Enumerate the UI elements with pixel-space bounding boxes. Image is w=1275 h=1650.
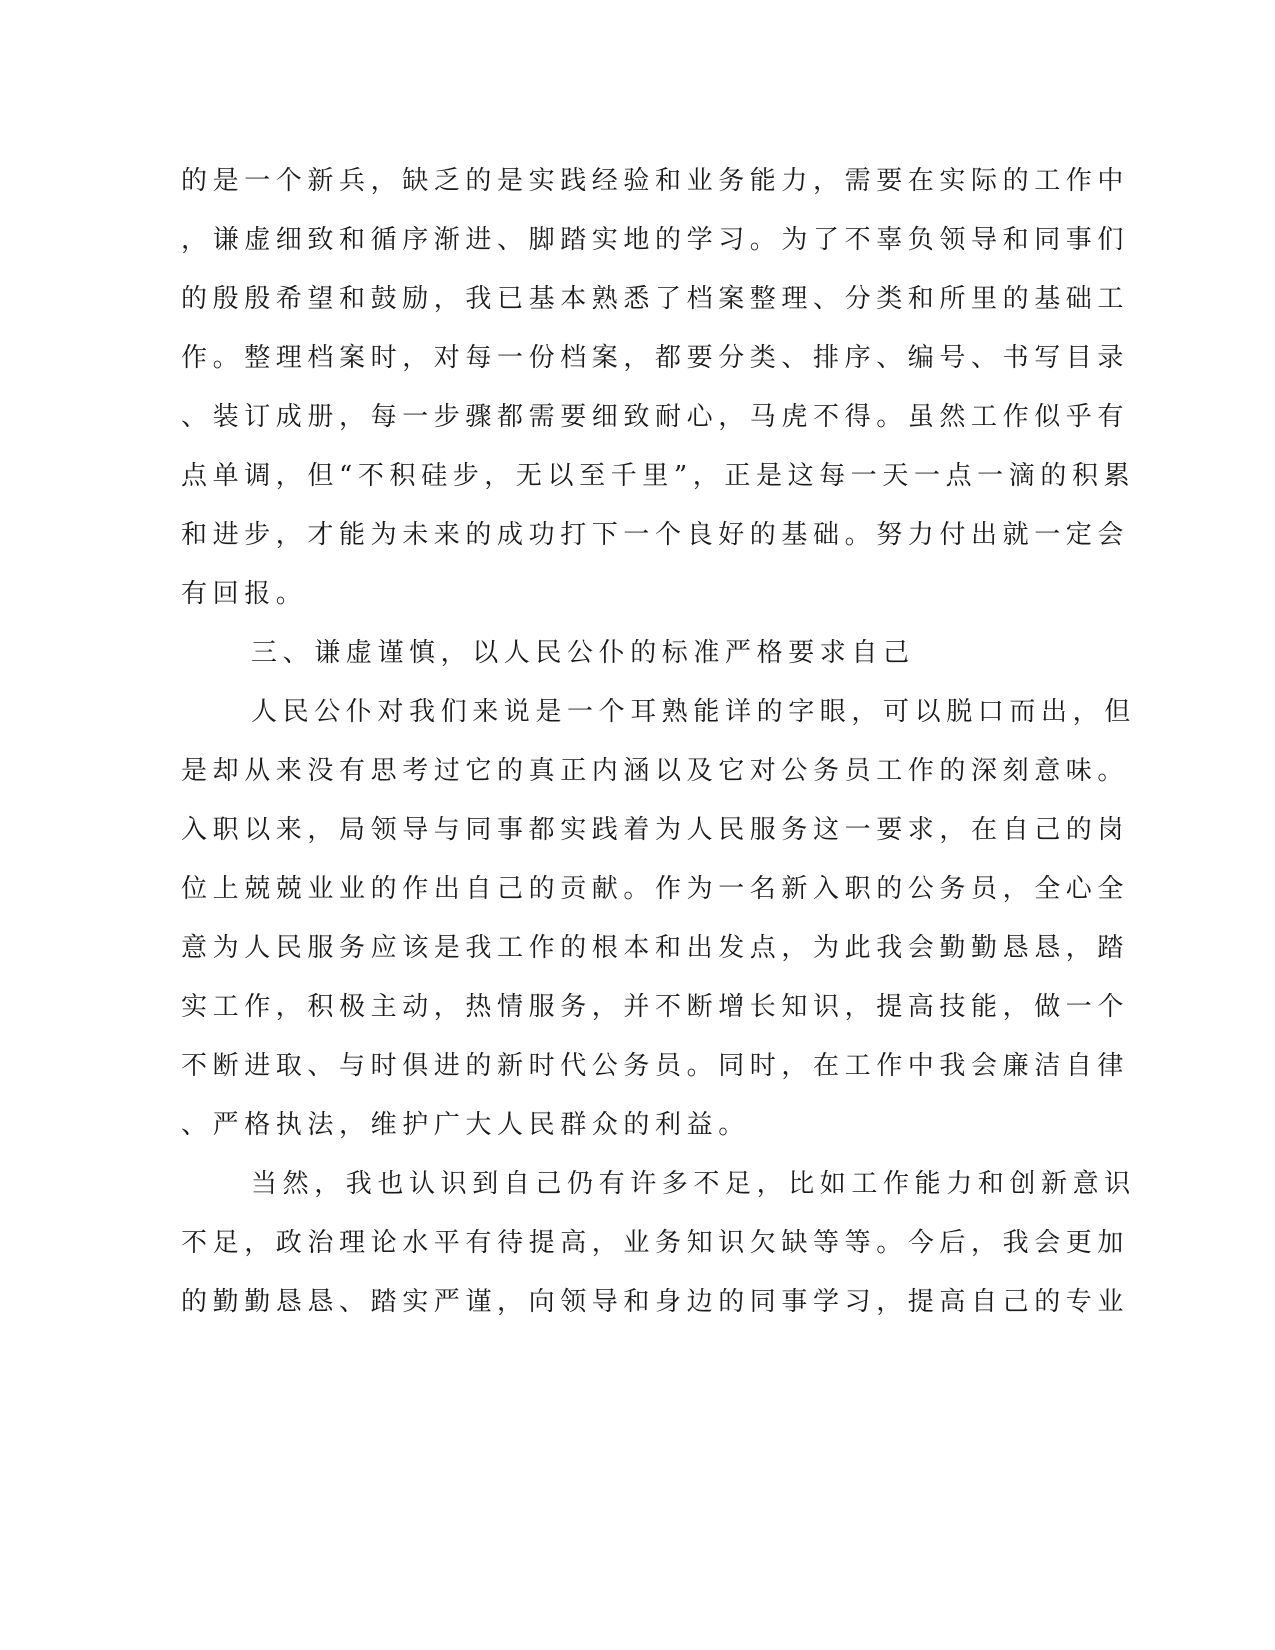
- body-text-line: 位上兢兢业业的作出自己的贡献。作为一名新入职的公务员，全心全: [181, 874, 1130, 904]
- paragraph-first-line: 人民公仆对我们来说是一个耳熟能详的字眼，可以脱口而出，但: [251, 697, 1136, 727]
- body-text-line: 意为人民服务应该是我工作的根本和出发点，为此我会勤勤恳恳，踏: [181, 933, 1130, 963]
- body-text-line: 点单调，但“不积硅步，无以至千里”，正是这每一天一点一滴的积累: [181, 461, 1136, 491]
- section-heading: 三、谦虚谨慎，以人民公仆的标准严格要求自己: [251, 638, 915, 668]
- body-text-line: 实工作，积极主动，热情服务，并不断增长知识，提高技能，做一个: [181, 992, 1130, 1022]
- body-text-line: 和进步，才能为未来的成功打下一个良好的基础。努力付出就一定会: [181, 520, 1130, 550]
- body-text-line: 、严格执法，维护广大人民群众的利益。: [181, 1110, 750, 1140]
- body-text-line: 的勤勤恳恳、踏实严谨，向领导和身边的同事学习，提高自己的专业: [181, 1287, 1130, 1317]
- body-text-line: 是却从来没有思考过它的真正内涵以及它对公务员工作的深刻意味。: [181, 756, 1130, 786]
- body-text-line: 作。整理档案时，对每一份档案，都要分类、排序、编号、书写目录: [181, 343, 1130, 373]
- body-text-line: 不断进取、与时俱进的新时代公务员。同时，在工作中我会廉洁自律: [181, 1051, 1130, 1081]
- body-text-line: 的殷殷希望和鼓励，我已基本熟悉了档案整理、分类和所里的基础工: [181, 284, 1130, 314]
- body-text-line: 有回报。: [181, 579, 308, 609]
- body-text-line: 不足，政治理论水平有待提高，业务知识欠缺等等。今后，我会更加: [181, 1228, 1130, 1258]
- body-text-line: 的是一个新兵，缺乏的是实践经验和业务能力，需要在实际的工作中: [181, 166, 1130, 196]
- body-text-line: 、装订成册，每一步骤都需要细致耐心，马虎不得。虽然工作似乎有: [181, 402, 1130, 432]
- body-text-line: ，谦虚细致和循序渐进、脚踏实地的学习。为了不辜负领导和同事们: [181, 225, 1130, 255]
- paragraph-first-line: 当然，我也认识到自己仍有许多不足，比如工作能力和创新意识: [251, 1169, 1136, 1199]
- body-text-line: 入职以来，局领导与同事都实践着为人民服务这一要求，在自己的岗: [181, 815, 1130, 845]
